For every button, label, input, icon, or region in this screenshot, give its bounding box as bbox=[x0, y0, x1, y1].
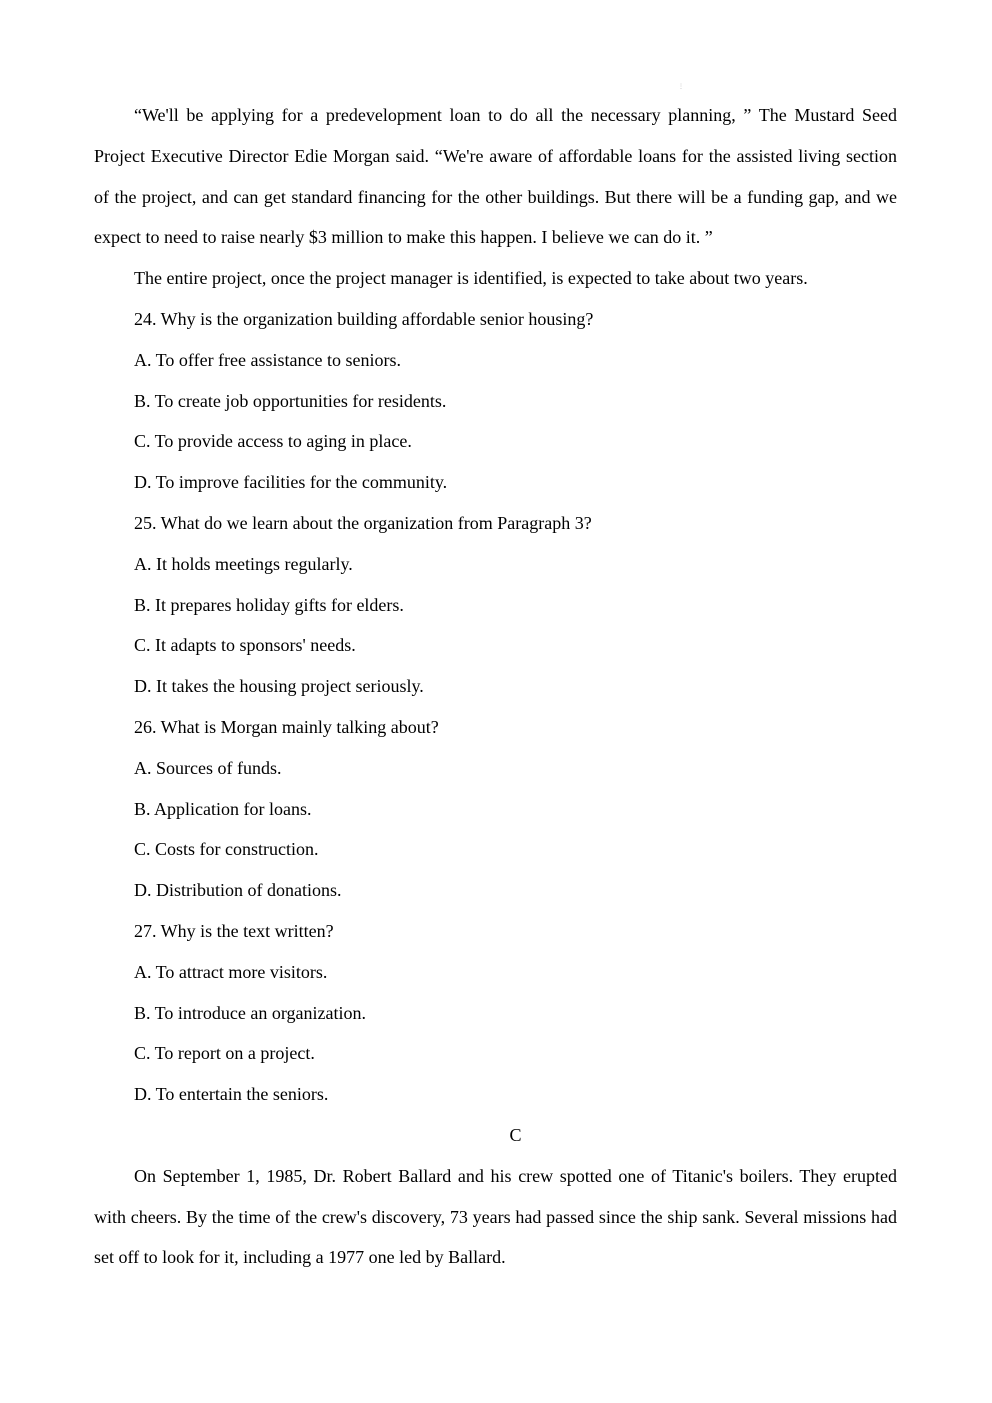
option-a: A. To attract more visitors. bbox=[134, 961, 328, 982]
option-b: B. To create job opportunities for residents. bbox=[134, 390, 447, 411]
titanic-paragraph: On September 1, 1985, Dr. Robert Ballard and his crew spotted one of Titanic's boilers. They erupted with cheers. By the time of the crew's discovery, 73 years had passed since the ship sank. Several missions had set off to look for it, including a 1977 one led by Ballard. bbox=[94, 1165, 897, 1268]
option-c: C. To report on a project. bbox=[134, 1043, 315, 1064]
option-b: B. Application for loans. bbox=[134, 798, 312, 819]
option-c: C. Costs for construction. bbox=[134, 839, 319, 860]
question-stem: 24. Why is the organization building affordable senior housing? bbox=[134, 308, 594, 329]
option-d: D. To entertain the seniors. bbox=[134, 1084, 329, 1105]
quote-paragraph: “We'll be applying for a predevelopment loan to do all the necessary planning, ” The Mustard Seed Project Executive Director Edie Morgan said. “We're aware of affordable loans for the assisted living section of the project, and can get standard financing for the other buildings. But there will be a funding gap, and we expect to need to raise nearly $3 million to make this happen. I believe we can do it. ” bbox=[94, 105, 897, 248]
scan-mark: ⋮ bbox=[678, 84, 684, 90]
question-stem: 25. What do we learn about the organization from Paragraph 3? bbox=[134, 512, 592, 533]
option-a: A. To offer free assistance to seniors. bbox=[134, 349, 401, 370]
option-d: D. Distribution of donations. bbox=[134, 880, 342, 901]
closing-paragraph: The entire project, once the project manager is identified, is expected to take about two years. bbox=[134, 268, 808, 289]
option-c: C. To provide access to aging in place. bbox=[134, 431, 412, 452]
option-b: B. To introduce an organization. bbox=[134, 1002, 367, 1023]
question-stem: 27. Why is the text written? bbox=[134, 920, 334, 941]
option-d: D. It takes the housing project seriously. bbox=[134, 676, 424, 697]
option-b: B. It prepares holiday gifts for elders. bbox=[134, 594, 404, 615]
page-content bbox=[94, 95, 897, 1278]
question-stem: 26. What is Morgan mainly talking about? bbox=[134, 716, 439, 737]
question-27 bbox=[94, 911, 897, 1115]
question-26 bbox=[94, 707, 897, 911]
option-c: C. It adapts to sponsors' needs. bbox=[134, 635, 356, 656]
option-d: D. To improve facilities for the community. bbox=[134, 472, 448, 493]
option-a: A. Sources of funds. bbox=[134, 757, 282, 778]
option-a: A. It holds meetings regularly. bbox=[134, 553, 353, 574]
question-24 bbox=[94, 299, 897, 503]
question-25 bbox=[94, 503, 897, 707]
section-label-c: C bbox=[509, 1124, 522, 1145]
